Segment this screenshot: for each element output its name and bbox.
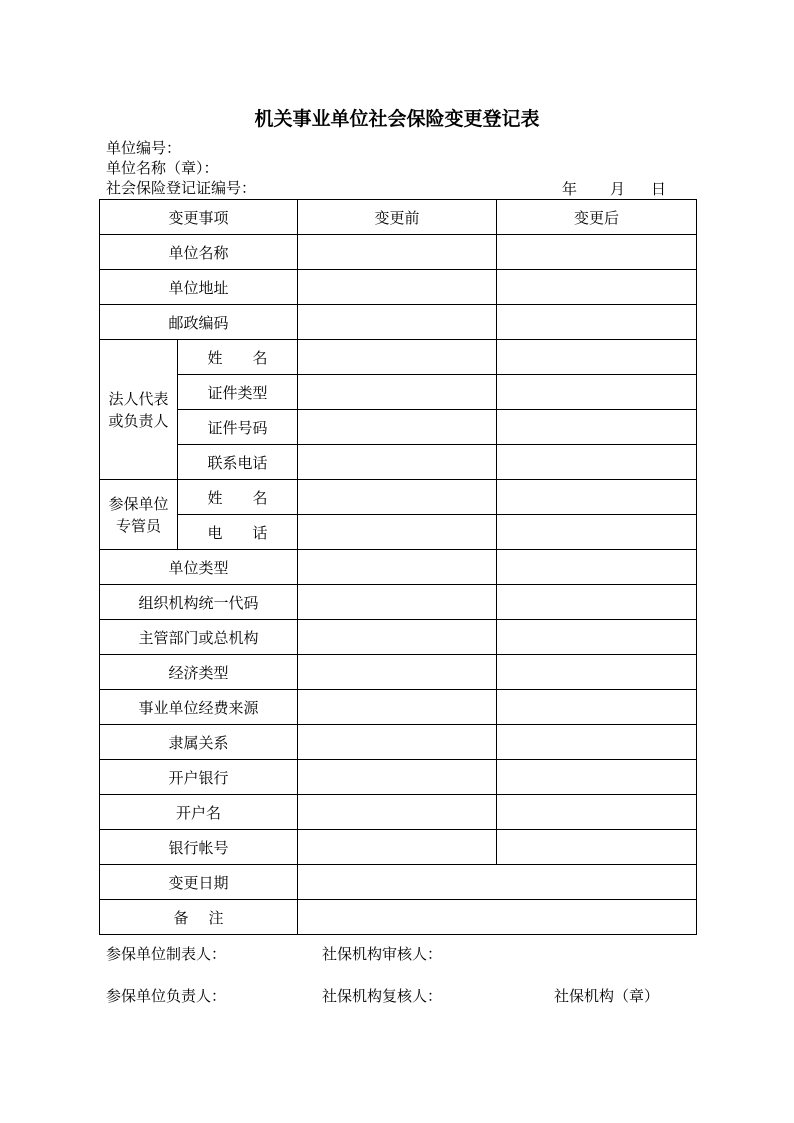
before-cell[interactable] <box>298 655 497 690</box>
column-header-before: 变更前 <box>298 200 497 235</box>
row-label: 银行帐号 <box>100 830 298 865</box>
rechecker-label: 社保机构复核人： <box>322 987 443 1005</box>
after-cell[interactable] <box>497 620 697 655</box>
before-cell[interactable] <box>298 305 497 340</box>
group-label-line: 参保单位 <box>108 494 169 513</box>
date-day-label: 日 <box>651 180 667 198</box>
label-char: 电 <box>207 523 223 542</box>
row-label: 经济类型 <box>100 655 298 690</box>
before-cell[interactable] <box>298 515 497 550</box>
table-row <box>100 445 697 480</box>
row-label: 事业单位经费来源 <box>100 690 298 725</box>
row-label: 主管部门或总机构 <box>100 620 298 655</box>
table-row <box>100 270 697 305</box>
change-registration-table <box>99 199 697 935</box>
row-label: 单位名称 <box>100 235 298 270</box>
table-row <box>100 725 697 760</box>
table-row <box>100 340 697 375</box>
table-row <box>100 655 697 690</box>
table-row <box>100 865 697 900</box>
before-cell[interactable] <box>298 585 497 620</box>
table-row <box>100 830 697 865</box>
preparer-label: 参保单位制表人： <box>106 945 227 963</box>
row-label: 证件号码 <box>178 410 298 445</box>
column-header-after: 变更后 <box>497 200 697 235</box>
group-label-line: 或负责人 <box>108 411 169 430</box>
institution-seal-label: 社保机构（章） <box>554 987 660 1005</box>
after-cell[interactable] <box>497 795 697 830</box>
before-cell[interactable] <box>298 690 497 725</box>
before-cell[interactable] <box>298 410 497 445</box>
row-label: 变更日期 <box>100 865 298 900</box>
row-label: 单位地址 <box>100 270 298 305</box>
after-cell[interactable] <box>497 305 697 340</box>
before-cell[interactable] <box>298 550 497 585</box>
table-row <box>100 375 697 410</box>
after-cell[interactable] <box>497 270 697 305</box>
label-char: 名 <box>252 348 268 367</box>
responsible-label: 参保单位负责人： <box>106 987 227 1005</box>
table-row <box>100 690 697 725</box>
after-cell[interactable] <box>497 655 697 690</box>
table-row <box>100 760 697 795</box>
after-cell[interactable] <box>497 340 697 375</box>
table-row <box>100 235 697 270</box>
reviewer-label: 社保机构审核人： <box>322 945 443 963</box>
after-cell[interactable] <box>497 760 697 795</box>
row-label: 证件类型 <box>178 375 298 410</box>
row-label <box>100 900 298 935</box>
before-cell[interactable] <box>298 830 497 865</box>
row-label: 开户银行 <box>100 760 298 795</box>
row-label: 隶属关系 <box>100 725 298 760</box>
after-cell[interactable] <box>497 410 697 445</box>
before-cell[interactable] <box>298 760 497 795</box>
before-cell[interactable] <box>298 725 497 760</box>
table-row <box>100 900 697 935</box>
table-header-row <box>100 200 697 235</box>
unit-name-label: 单位名称（章）： <box>106 159 219 177</box>
table-row <box>100 515 697 550</box>
legal-representative-group-label <box>100 340 178 480</box>
label-char: 备 <box>173 908 189 927</box>
before-cell[interactable] <box>298 480 497 515</box>
insured-unit-manager-group-label <box>100 480 178 550</box>
label-char: 名 <box>252 488 268 507</box>
label-char: 注 <box>208 908 224 927</box>
row-label: 组织机构统一代码 <box>100 585 298 620</box>
after-cell[interactable] <box>497 375 697 410</box>
row-label <box>178 480 298 515</box>
table-row <box>100 550 697 585</box>
after-cell[interactable] <box>497 690 697 725</box>
after-cell[interactable] <box>497 830 697 865</box>
after-cell[interactable] <box>497 585 697 620</box>
after-cell[interactable] <box>497 235 697 270</box>
table-row <box>100 305 697 340</box>
label-char: 姓 <box>207 488 223 507</box>
date-month-label: 月 <box>610 180 626 198</box>
after-cell[interactable] <box>497 725 697 760</box>
date-year-label: 年 <box>562 180 578 198</box>
before-cell[interactable] <box>298 235 497 270</box>
row-label: 开户名 <box>100 795 298 830</box>
before-cell[interactable] <box>298 340 497 375</box>
after-cell[interactable] <box>497 480 697 515</box>
table-row <box>100 620 697 655</box>
after-cell[interactable] <box>497 445 697 480</box>
column-header-item: 变更事项 <box>100 200 298 235</box>
table-row <box>100 585 697 620</box>
row-label: 联系电话 <box>178 445 298 480</box>
row-label <box>178 515 298 550</box>
after-cell[interactable] <box>497 515 697 550</box>
row-label <box>178 340 298 375</box>
before-cell[interactable] <box>298 795 497 830</box>
table-row <box>100 480 697 515</box>
page-title: 机关事业单位社会保险变更登记表 <box>254 108 540 130</box>
registration-number-label: 社会保险登记证编号： <box>106 179 257 197</box>
before-cell[interactable] <box>298 620 497 655</box>
table-row <box>100 410 697 445</box>
change-date-cell[interactable] <box>298 865 697 900</box>
table-row <box>100 795 697 830</box>
row-label: 邮政编码 <box>100 305 298 340</box>
unit-number-label: 单位编号： <box>106 139 182 157</box>
group-label-line: 专管员 <box>115 516 161 535</box>
label-char: 姓 <box>207 348 223 367</box>
remark-cell[interactable] <box>298 900 697 935</box>
before-cell[interactable] <box>298 270 497 305</box>
before-cell[interactable] <box>298 375 497 410</box>
label-char: 话 <box>252 523 268 542</box>
group-label-line: 法人代表 <box>108 389 169 408</box>
before-cell[interactable] <box>298 445 497 480</box>
after-cell[interactable] <box>497 550 697 585</box>
row-label: 单位类型 <box>100 550 298 585</box>
